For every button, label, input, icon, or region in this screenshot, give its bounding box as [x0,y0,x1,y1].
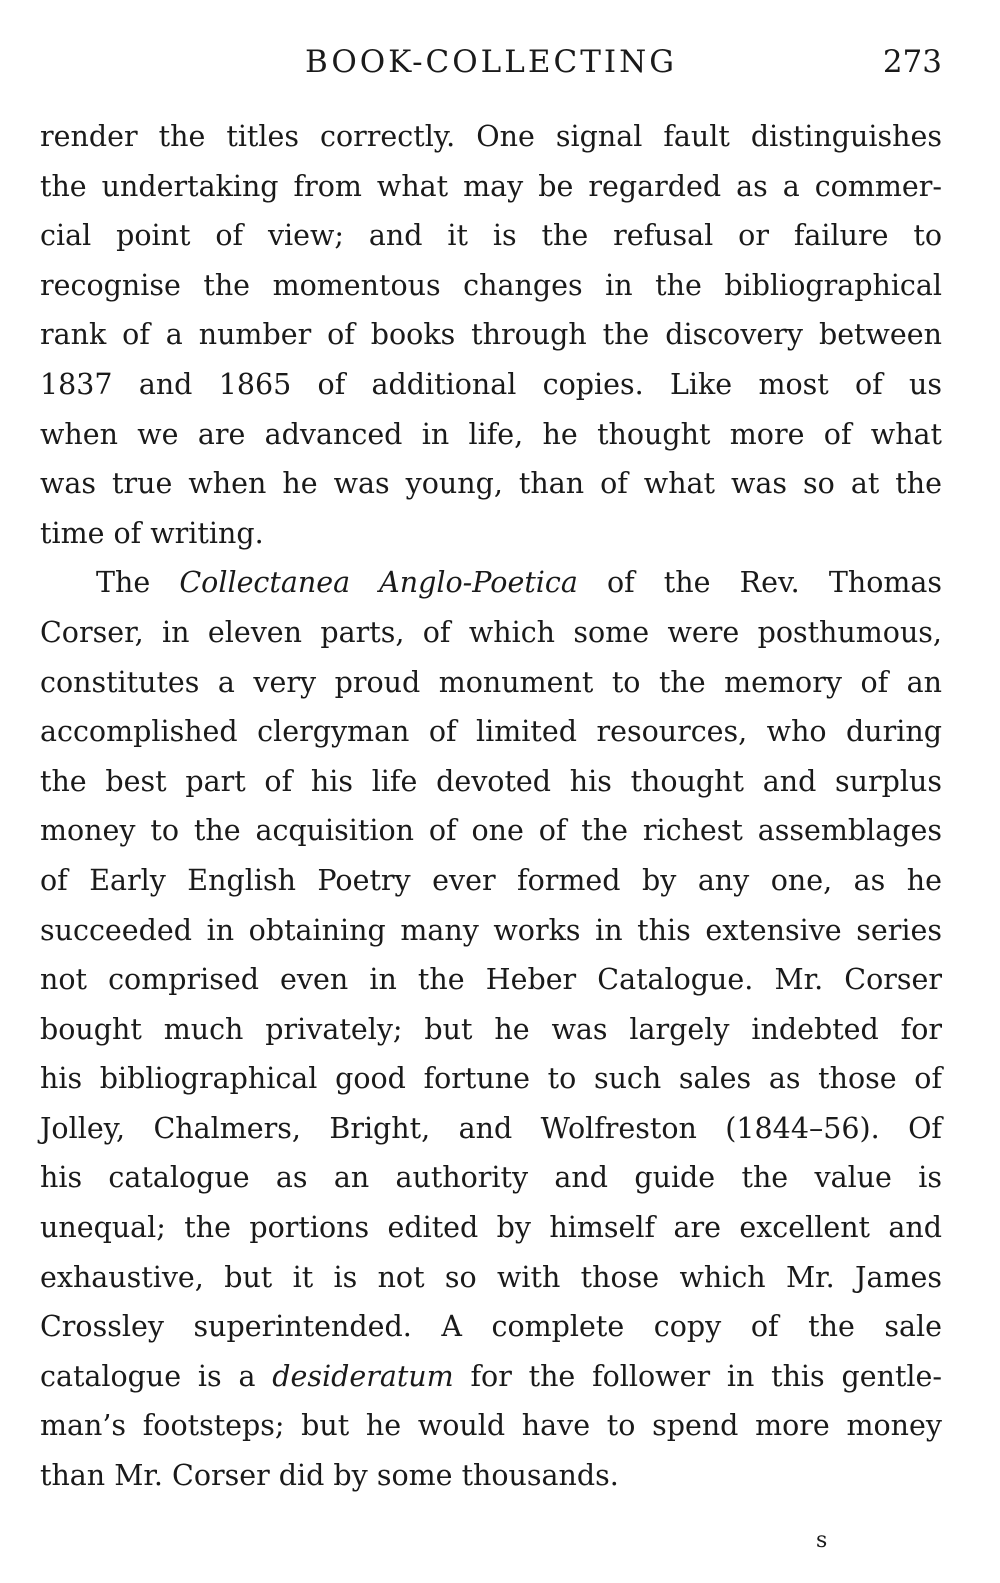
text-line: the undertaking from what may be regarded as a commer- [40,169,942,203]
text-line: 1837 and 1865 of additional copies. Like most of us [40,367,942,401]
running-title: BOOK-COLLECTING [304,44,678,80]
text-fragment: The [96,566,180,600]
text-line: constitutes a very proud monument to the memory of an [40,665,942,699]
text-line: money to the acquisition of one of the richest assemblages [40,814,942,848]
text-line: not comprised even in the Heber Catalogue. Mr. Corser [40,963,942,997]
running-head [40,40,942,90]
text-line: recognise the momentous changes in the bibliographical [40,268,942,302]
text-fragment: catalogue is a [40,1359,273,1393]
text-line: his bibliographical good fortune to such sales as those of [40,1062,942,1096]
signature-mark: s [816,1528,828,1553]
text-line-with-emphasis [40,1352,942,1402]
text-line: of Early English Poetry ever formed by any one, as he [40,863,942,897]
text-line: the best part of his life devoted his thought and surplus [40,764,942,798]
text-line: time of writing. [40,516,264,550]
text-fragment: of the Rev. Thomas [577,566,943,600]
text-line: succeeded in obtaining many works in this extensive series [40,913,942,947]
emphasized-word: desideratum [272,1359,454,1393]
text-line: Jolley, Chalmers, Bright, and Wolfreston (1844–56). Of [40,1111,942,1145]
book-title: Collectanea Anglo-Poetica [179,566,578,600]
text-line: his catalogue as an authority and guide the value is [40,1161,942,1195]
text-line: Corser, in eleven parts, of which some were posthumous, [40,615,942,649]
text-fragment: for the follower in this gentle- [453,1359,943,1393]
text-line: accomplished clergyman of limited resources, who during [40,715,942,749]
text-line: rank of a number of books through the discovery between [40,318,942,352]
text-line: Crossley superintended. A complete copy of the sale [40,1310,942,1344]
text-line: than Mr. Corser did by some thousands. [40,1459,619,1493]
page-number: 273 [882,44,942,80]
text-line-with-title [40,558,942,608]
text-line: exhaustive, but it is not so with those which Mr. James [40,1260,942,1294]
text-line: render the titles correctly. One signal fault distinguishes [40,120,942,153]
text-line: bought much privately; but he was largely indebted for [40,1012,942,1046]
text-line: when we are advanced in life, he thought more of what [40,417,942,451]
text-line: was true when he was young, than of what was so at the [40,467,942,501]
body-text [40,112,942,1501]
text-line: cial point of view; and it is the refusal or failure to [40,219,942,253]
text-line: unequal; the portions edited by himself are excellent and [40,1211,942,1245]
text-line: man’s footsteps; but he would have to spend more money [40,1409,942,1443]
